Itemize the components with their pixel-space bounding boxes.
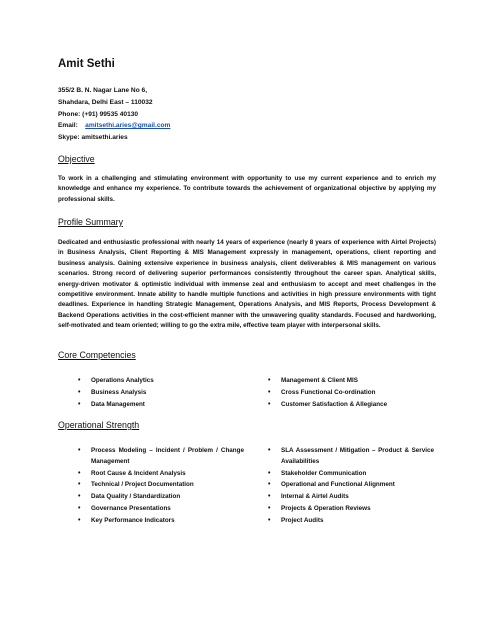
list-item: • SLA Assessment / Mitigation – Product & Service Availabilities: [268, 447, 434, 465]
email-link[interactable]: amitsethi.aries@gmail.com: [85, 122, 171, 130]
profile-summary-heading: Profile Summary: [58, 217, 124, 227]
list-item: • Data Management: [78, 400, 145, 408]
operational-strength-right-list: [268, 446, 434, 528]
list-item: • Project Audits: [268, 517, 324, 525]
list-item: • Customer Satisfaction & Allegiance: [268, 400, 388, 408]
candidate-name: Amit Sethi: [58, 58, 115, 70]
list-item: • Data Quality / Standardization: [78, 493, 181, 501]
list-item: • Cross Functional Co-ordination: [268, 388, 376, 396]
list-item: • Business Analysis: [78, 388, 147, 396]
list-item: • Management & Client MIS: [268, 377, 358, 384]
list-item: • Technical / Project Documentation: [78, 481, 194, 489]
list-item: • Root Cause & Incident Analysis: [78, 469, 186, 477]
phone-number: Phone: (+91) 99535 40130: [58, 110, 139, 118]
operational-strength-left-list: [78, 446, 244, 528]
list-item: • Stakeholder Communication: [268, 469, 367, 477]
address-line-2: Shahdara, Delhi East – 110032: [58, 98, 153, 106]
list-item: • Operational and Functional Alignment: [268, 481, 395, 489]
skype-id: Skype: amitsethi.aries: [58, 134, 128, 142]
list-item: • Process Modeling – Incident / Problem / Change Management: [78, 447, 244, 465]
list-item: • Governance Presentations: [78, 505, 171, 513]
list-item: • Internal & Airtel Audits: [268, 493, 349, 501]
objective-text: To work in a challenging and stimulating environment with opportunity to use my current experience and to enrich my knowledge and enhance my experience. To contribute towards the achievement of organizational objective by applying my professional skills.: [58, 175, 436, 203]
contact-block: [58, 85, 170, 144]
list-item: • Projects & Operation Reviews: [268, 505, 371, 513]
core-competencies-heading: Core Competencies: [58, 350, 136, 360]
objective-heading: Objective: [58, 154, 95, 164]
address-line-1: 355/2 B. N. Nagar Lane No 6,: [58, 87, 148, 94]
email-label: Email:: [58, 122, 78, 130]
operational-strength-heading: Operational Strength: [58, 420, 140, 430]
list-item: • Key Performance Indicators: [78, 517, 175, 525]
list-item: • Operations Analytics: [78, 377, 154, 384]
core-competencies-right-list: [268, 376, 438, 412]
core-competencies-left-list: [78, 376, 248, 412]
profile-summary-text: Dedicated and enthusiastic professional with nearly 14 years of experience (nearly 8 years of experience with Airtel Projects) in Business Analysis, Client Reporting & MIS Management expressly in management, operations, client reporting and business analysis. Gaining extensive experience in business analysis, client deliverables & MIS management on various scenarios. Strong record of delivering superior performances consistently throughout the career span. Analytical skills, energy-driven motivator & optimistic individual with immense zeal and enthusiasm to accept and meet challenges in the competitive environment. Innate ability to handle multiple functions and activities in high pressure environments with tight deadlines. Experience in handling Strategic Management, Operations Analysis, and MIS Reports, Process Development & Backend Operations activities in the cost-efficient manner with the unwavering quality standards. Focused and hardworking, self-motivated and team oriented; willing to go the extra mile, effective team player with interpersonal skills.: [58, 239, 436, 330]
email-row: [58, 120, 170, 132]
